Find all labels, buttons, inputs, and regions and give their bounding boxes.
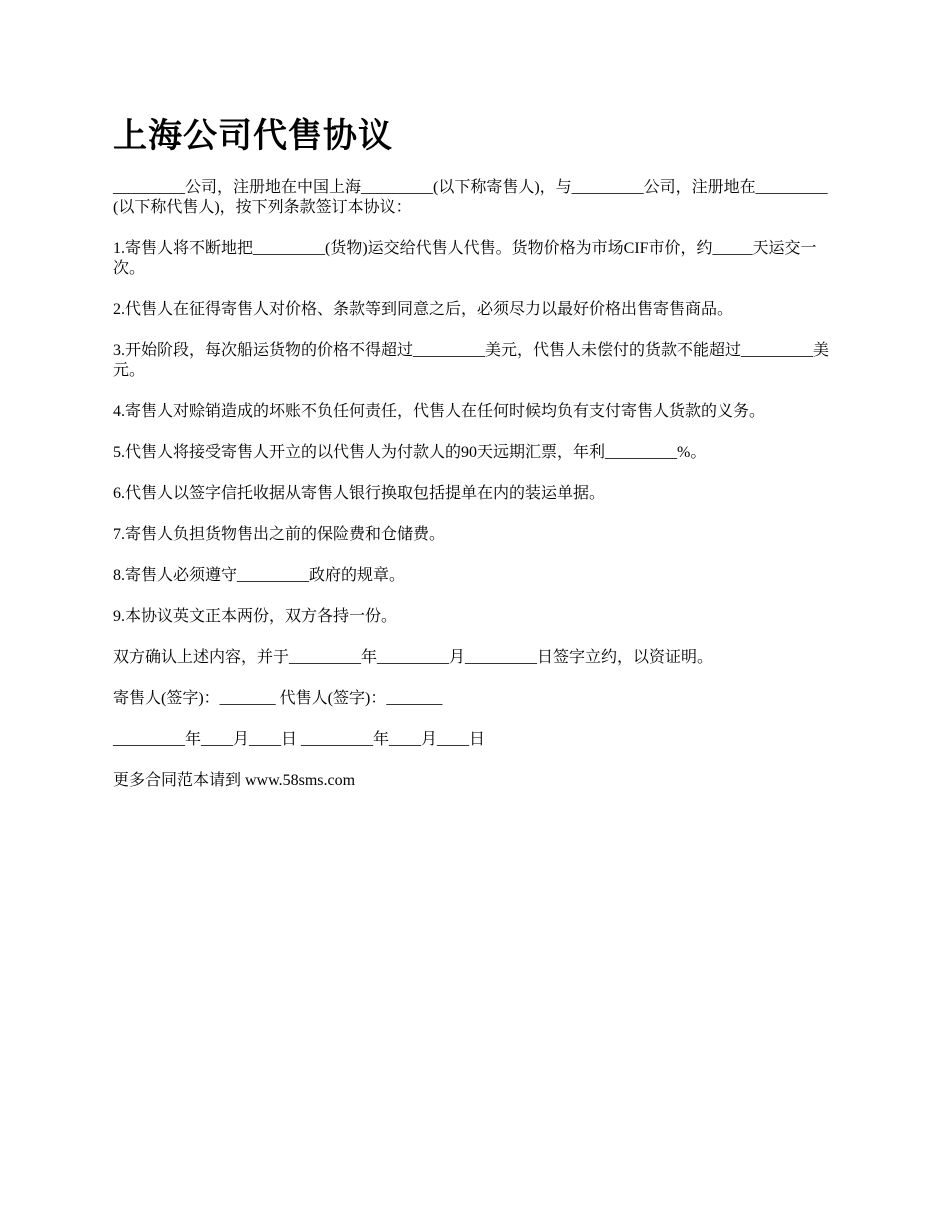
clause-5: 5.代售人将接受寄售人开立的以代售人为付款人的90天远期汇票，年利_________%。 (113, 444, 707, 461)
signature-line: 寄售人(签字)：_______ 代售人(签字)：_______ (113, 690, 443, 707)
clause-8: 8.寄售人必须遵守_________政府的规章。 (113, 567, 406, 584)
document-title: 上海公司代售协议 (113, 116, 393, 156)
clause-3: 3.开始阶段，每次船运货物的价格不得超过_________美元，代售人未偿付的货款不能超过_________美元。 (113, 342, 830, 379)
footer-link-text: 更多合同范本请到 www.58sms.com (113, 772, 356, 789)
clause-1: 1.寄售人将不断地把_________(货物)运交给代售人代售。货物价格为市场CIF市价，约_____天运交一次。 (113, 240, 817, 277)
clause-9: 9.本协议英文正本两份，双方各持一份。 (113, 608, 398, 625)
confirmation-paragraph: 双方确认上述内容，并于_________年_________月_________日签字立约，以资证明。 (113, 649, 714, 666)
clause-4: 4.寄售人对赊销造成的坏账不负任何责任，代售人在任何时候均负有支付寄售人货款的义务。 (113, 403, 766, 420)
clause-6: 6.代售人以签字信托收据从寄售人银行换取包括提单在内的装运单据。 (113, 485, 606, 502)
document-body (113, 108, 838, 812)
intro-paragraph: _________公司，注册地在中国上海_________(以下称寄售人)，与_________公司，注册地在_________(以下称代售人)，按下列条款签订本协议： (113, 179, 828, 216)
clause-7: 7.寄售人负担货物售出之前的保险费和仓储费。 (113, 526, 446, 543)
clause-2: 2.代售人在征得寄售人对价格、条款等到同意之后，必须尽力以最好价格出售寄售商品。 (113, 301, 734, 318)
date-line: _________年____月____日 _________年____月____日 (113, 731, 486, 748)
